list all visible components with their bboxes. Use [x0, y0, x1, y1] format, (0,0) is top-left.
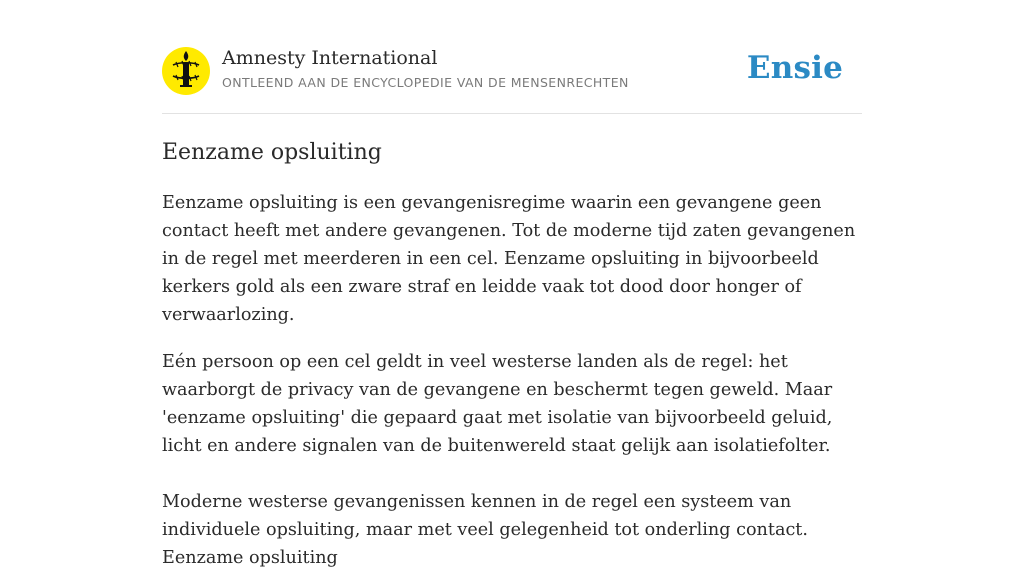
article-paragraph: Eén persoon op een cel geldt in veel westerse landen als de regel: het waarborgt de privacy van de gevangene en beschermt tegen geweld. Maar 'eenzame opsluiting' die gepaard gaat met isolatie van bijvoorbeeld geluid, licht en andere signalen van de buitenwereld staat gelijk aan isolatiefolter. [162, 352, 833, 456]
article-title: Eenzame opsluiting [162, 140, 382, 165]
org-name[interactable]: Amnesty International [222, 47, 438, 69]
org-subtitle: ONTLEEND AAN DE ENCYCLOPEDIE VAN DE MENSENRECHTEN [222, 75, 629, 90]
ensie-brand-logo[interactable]: Ensie [746, 50, 843, 86]
page [162, 0, 862, 572]
article-paragraph: Moderne westerse gevangenissen kennen in de regel een systeem van individuele opsluiting, maar met veel gelegenheid tot onderling contact. Eenzame opsluiting [162, 492, 808, 568]
article-paragraph: Eenzame opsluiting is een gevangenisregime waarin een gevangene geen contact heeft met andere gevangenen. Tot de moderne tijd zaten gevangenen in de regel met meerderen in een cel. Eenzame opsluiting in bijvoorbeeld kerkers gold als een zware straf en leidde vaak tot dood door honger of verwaarlozing. [162, 193, 856, 325]
header [162, 46, 862, 114]
amnesty-candle-logo-icon[interactable] [162, 47, 210, 95]
